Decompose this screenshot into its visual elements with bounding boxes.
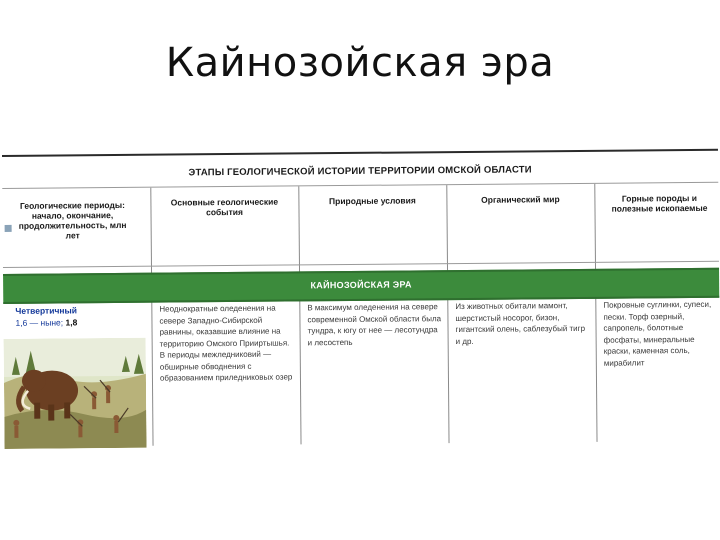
period-range: 1,6 — ныне; — [15, 317, 64, 328]
rocks-cell: Покровные суглинки, супеси, пески. Торф озерный, сапропель, болотные фосфаты, минеральные краски, каменная соль, мирабилит — [603, 299, 712, 368]
era-band — [3, 268, 719, 304]
column-divider — [150, 188, 153, 446]
table-top-rule — [2, 149, 718, 157]
column-header-organic: Органический мир — [481, 194, 560, 205]
table-title-rule — [2, 182, 718, 189]
header-bottom-rule — [3, 261, 719, 268]
mammoth-hunt-illustration — [4, 338, 147, 449]
bullet-marker — [5, 225, 12, 232]
events-cell: Неоднократные оледенения на севере Западно-Сибирской равнины, оказавшие влияние на территорию Омского Прииртышья. В периоды межледниковий — обширные обводнения с образованием приледниковых озер — [159, 303, 293, 383]
table-title: ЭТАПЫ ГЕОЛОГИЧЕСКОЙ ИСТОРИИ ТЕРРИТОРИИ ОМСКОЙ ОБЛАСТИ — [188, 164, 532, 179]
period-dates — [15, 317, 77, 328]
era-label: КАЙНОЗОЙСКАЯ ЭРА — [310, 279, 412, 291]
column-header-conditions: Природные условия — [328, 195, 416, 207]
column-header-rocks: Горные породы и полезные ископаемые — [611, 192, 708, 214]
period-name: Четвертичный — [15, 305, 78, 316]
column-divider — [594, 184, 597, 442]
geologic-history-table — [2, 149, 720, 451]
period-duration: 1,8 — [65, 317, 78, 328]
column-divider — [446, 185, 449, 443]
slide-title: Кайнозойская эра — [165, 40, 555, 86]
conditions-cell: В максимум оледенения на севере современной Омской области была тундра, к югу от нее — лесотундра и лесостепь — [307, 302, 442, 347]
organic-cell: Из животных обитали мамонт, шерстистый носорог, бизон, гигантский олень, саблезубый тигр и др. — [455, 301, 586, 346]
column-header-periods: Геологические периоды: начало, окончание, продолжительность, млн лет — [18, 199, 127, 241]
column-divider — [298, 186, 301, 444]
column-header-events: Основные геологические события — [170, 196, 279, 218]
